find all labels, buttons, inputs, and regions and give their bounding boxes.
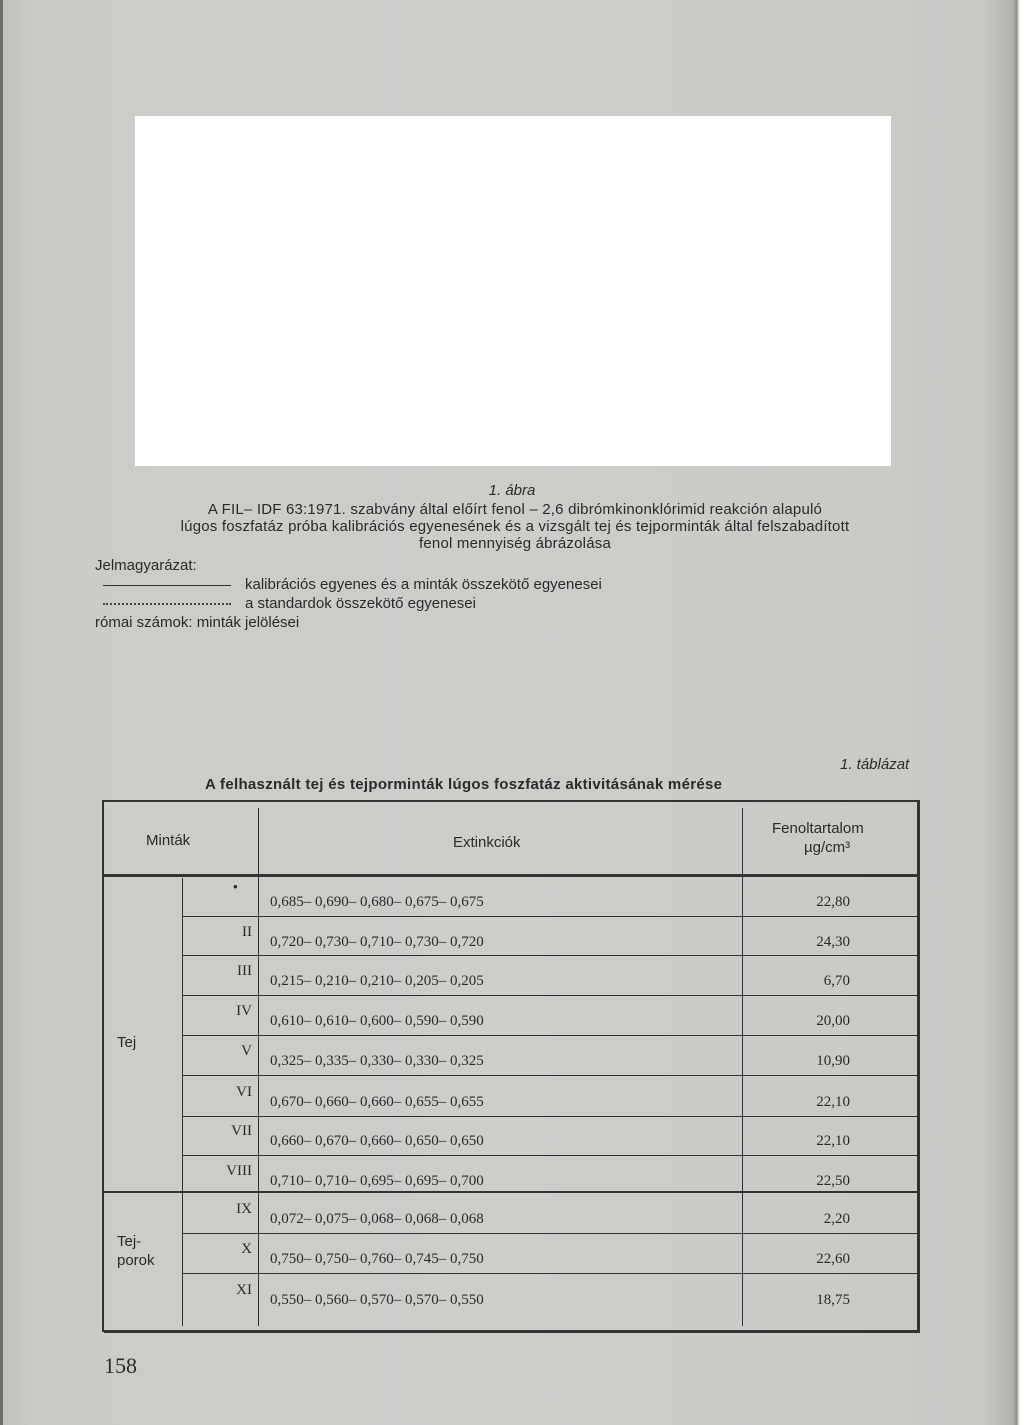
extinction-values: 0,710– 0,710– 0,695– 0,695– 0,700 xyxy=(270,1173,484,1189)
row-rule xyxy=(182,1116,918,1117)
header-extinctions: Extinkciók xyxy=(453,834,521,851)
extinction-values: 0,670– 0,660– 0,660– 0,655– 0,655 xyxy=(270,1094,484,1110)
extinction-values: 0,685– 0,690– 0,680– 0,675– 0,675 xyxy=(270,894,484,910)
extinction-values: 0,550– 0,560– 0,570– 0,570– 0,550 xyxy=(270,1292,484,1308)
header-phenol-unit: µg/cm³ xyxy=(804,839,851,856)
phenol-value: 22,10 xyxy=(816,1133,850,1149)
legend-dotted-label: a standardok összekötő egyenesei xyxy=(245,595,476,612)
sample-id: III xyxy=(237,963,252,979)
caption-line-1: A FIL– IDF 63:1971. szabvány által előírt fenol – 2,6 dibrómkinonklórimid reakción alapuló xyxy=(207,501,823,518)
table-bottom-rule xyxy=(104,1330,920,1333)
phenol-value: 24,30 xyxy=(816,934,850,950)
sample-id: VIII xyxy=(226,1163,252,1179)
col-rule-id xyxy=(182,878,183,1326)
header-samples: Minták xyxy=(146,832,191,849)
phenol-value: 22,80 xyxy=(816,894,850,910)
phenol-value: 22,60 xyxy=(816,1251,850,1267)
page-number: 158 xyxy=(104,1353,137,1378)
table-left-rule xyxy=(102,800,104,1332)
extinction-values: 0,072– 0,075– 0,068– 0,068– 0,068 xyxy=(270,1211,484,1227)
extinction-values: 0,325– 0,335– 0,330– 0,330– 0,325 xyxy=(270,1053,484,1069)
col-rule-header-1 xyxy=(258,808,259,888)
phenol-value: 10,90 xyxy=(816,1053,850,1069)
phenol-value: 22,10 xyxy=(816,1094,850,1110)
col-rule-header-2 xyxy=(742,808,743,878)
phenol-value: 18,75 xyxy=(816,1292,850,1308)
caption-line-2: lúgos foszfatáz próba kalibrációs egyenesének és a vizsgált tej és tejporminták által felszabadított xyxy=(180,518,850,535)
row-rule xyxy=(182,1233,918,1234)
extinction-values: 0,610– 0,610– 0,600– 0,590– 0,590 xyxy=(270,1013,484,1029)
row-rule xyxy=(182,1155,918,1156)
sample-id: II xyxy=(242,924,252,940)
sample-id: XI xyxy=(236,1282,252,1298)
sample-id: V xyxy=(241,1043,252,1059)
figure-number: 1. ábra xyxy=(488,482,536,499)
row-rule xyxy=(182,1075,918,1076)
extinction-values: 0,660– 0,670– 0,660– 0,650– 0,650 xyxy=(270,1133,484,1149)
extinction-values: 0,215– 0,210– 0,210– 0,205– 0,205 xyxy=(270,973,484,989)
row-rule xyxy=(182,995,918,996)
header-phenol: Fenoltartalom xyxy=(772,820,864,837)
col-rule-phenol xyxy=(742,878,743,1326)
sample-id: X xyxy=(241,1241,252,1257)
extinction-values: 0,720– 0,730– 0,710– 0,730– 0,720 xyxy=(270,934,484,950)
caption-line-3: fenol mennyiség ábrázolása xyxy=(419,535,611,552)
extinction-values: 0,750– 0,750– 0,760– 0,745– 0,750 xyxy=(270,1251,484,1267)
phenol-value: 2,20 xyxy=(823,1211,850,1227)
group-label-powder-1: Tej- xyxy=(117,1233,142,1250)
sample-id: • xyxy=(232,880,238,896)
table-right-rule xyxy=(917,800,920,1332)
sample-id: IV xyxy=(236,1003,252,1019)
sample-id: IX xyxy=(236,1201,252,1217)
phenol-value: 20,00 xyxy=(816,1013,850,1029)
row-rule xyxy=(182,1035,918,1036)
row-rule xyxy=(182,916,918,917)
group-separator xyxy=(104,1191,918,1193)
sample-id: VII xyxy=(231,1123,252,1139)
group-label-milk: Tej xyxy=(117,1034,137,1051)
sample-id: VI xyxy=(236,1084,252,1100)
row-rule xyxy=(182,1273,918,1274)
table-title: A felhasznált tej és tejporminták lúgos foszfatáz aktivitásának mérése xyxy=(205,776,723,793)
table-label: 1. táblázat xyxy=(840,756,910,773)
legend-roman: római számok: minták jelölései xyxy=(95,614,300,631)
legend-heading: Jelmagyarázat: xyxy=(95,557,197,574)
row-rule xyxy=(182,955,918,956)
phenol-value: 22,50 xyxy=(816,1173,850,1189)
phenol-value: 6,70 xyxy=(823,973,850,989)
header-separator xyxy=(104,874,918,877)
col-rule-ext xyxy=(258,878,259,1326)
group-label-powder-2: porok xyxy=(117,1252,155,1269)
legend-solid-label: kalibrációs egyenes és a minták összekötő egyenesei xyxy=(245,576,602,593)
table-top-rule xyxy=(102,800,920,802)
